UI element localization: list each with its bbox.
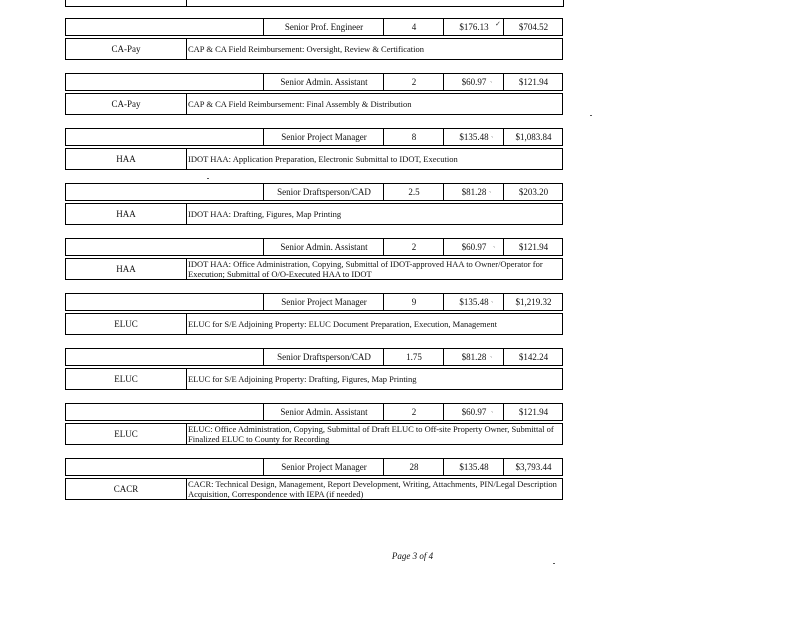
rate-cell: $81.28 xyxy=(443,349,504,365)
task-description-cell xyxy=(188,314,558,334)
labor-row xyxy=(65,238,563,256)
check-mark-icon: ˎ xyxy=(491,405,494,413)
check-mark-icon: ˎ xyxy=(490,350,493,358)
task-description-text: CAP & CA Field Reimbursement: Final Assembly & Distribution xyxy=(188,99,412,109)
page-number: Page 3 of 4 xyxy=(391,551,434,561)
labor-row xyxy=(65,128,563,146)
rate-cell: $60.97 xyxy=(443,239,504,255)
rate-cell: $135.48 xyxy=(443,294,504,310)
cost-line-item xyxy=(65,73,563,115)
check-mark-icon: ˎ xyxy=(489,185,492,193)
task-description-cell xyxy=(188,204,558,224)
task-code-cell: CACR xyxy=(66,479,187,499)
hours-cell: 4 xyxy=(383,19,444,35)
check-mark-icon: ✓ xyxy=(495,20,501,28)
task-description-text: IDOT HAA: Office Administration, Copying, Submittal of IDOT-approved HAA to Owner/Operator for Execution; Submittal of O/O-Executed HAA to IDOT xyxy=(188,259,543,279)
task-description-text: ELUC for S/E Adjoining Property: ELUC Document Preparation, Execution, Management xyxy=(188,319,498,329)
total-cell: $1,083.84 xyxy=(503,129,563,145)
rate-cell: $60.97 xyxy=(443,74,504,90)
labor-row xyxy=(65,73,563,91)
task-description-cell xyxy=(188,424,558,444)
role-cell: Senior Admin. Assistant xyxy=(263,239,384,255)
task-description-cell xyxy=(188,259,558,279)
cost-line-item xyxy=(65,18,563,60)
total-cell: $3,793.44 xyxy=(503,459,563,475)
task-description-text: ELUC: Office Administration, Copying, Submittal of Draft ELUC to Off-site Property Owner, Submittal of Finalized ELUC to County for Recording xyxy=(188,424,554,444)
scan-speck xyxy=(553,563,555,564)
task-row xyxy=(65,478,563,500)
task-row xyxy=(65,148,563,170)
role-cell: Senior Admin. Assistant xyxy=(263,74,384,90)
task-description-cell xyxy=(188,39,558,59)
hours-cell: 28 xyxy=(383,459,444,475)
task-description-cell xyxy=(188,479,558,499)
hours-cell: 1.75 xyxy=(383,349,444,365)
task-row xyxy=(65,368,563,390)
rate-cell: $81.28 xyxy=(443,184,504,200)
task-code-cell: HAA xyxy=(66,259,187,279)
total-cell: $121.94 xyxy=(503,239,563,255)
rate-cell: $135.48 xyxy=(443,129,504,145)
task-row xyxy=(65,313,563,335)
hours-cell: 2.5 xyxy=(383,184,444,200)
check-mark-icon: ˎ xyxy=(493,240,496,248)
task-description-cell xyxy=(188,94,558,114)
total-cell: $1,219.32 xyxy=(503,294,563,310)
task-code-cell: HAA xyxy=(66,149,187,169)
task-row xyxy=(65,258,563,280)
task-description-text: CAP & CA Field Reimbursement: Oversight, Review & Certification xyxy=(188,44,425,54)
role-cell: Senior Admin. Assistant xyxy=(263,404,384,420)
task-description-text: CACR: Technical Design, Management, Report Development, Writing, Attachments, PIN/Legal Description Acquisition, Correspondence with IEPA (if needed) xyxy=(188,479,557,499)
task-code-cell: ELUC xyxy=(66,424,187,444)
total-cell: $142.24 xyxy=(503,349,563,365)
cost-line-item xyxy=(65,348,563,390)
scan-speck xyxy=(590,115,592,116)
check-mark-icon: ˎ xyxy=(491,130,494,138)
task-code-cell: CA-Pay xyxy=(66,94,187,114)
total-cell: $121.94 xyxy=(503,404,563,420)
labor-row xyxy=(65,458,563,476)
table-partial-top xyxy=(65,0,564,7)
labor-row xyxy=(65,18,563,36)
total-cell: $121.94 xyxy=(503,74,563,90)
role-cell: Senior Project Manager xyxy=(263,459,384,475)
labor-row xyxy=(65,348,563,366)
role-cell: Senior Prof. Engineer xyxy=(263,19,384,35)
cost-line-item xyxy=(65,403,563,445)
task-code-cell: ELUC xyxy=(66,369,187,389)
role-cell: Senior Draftsperson/CAD xyxy=(263,349,384,365)
rate-cell: $135.48 xyxy=(443,459,504,475)
hours-cell: 9 xyxy=(383,294,444,310)
task-row xyxy=(65,93,563,115)
task-row xyxy=(65,203,563,225)
cost-line-item xyxy=(65,128,563,170)
hours-cell: 2 xyxy=(383,74,444,90)
total-cell: $203.20 xyxy=(503,184,563,200)
role-cell: Senior Project Manager xyxy=(263,129,384,145)
check-mark-icon: ˎ xyxy=(490,75,493,83)
task-row xyxy=(65,38,563,60)
task-description-text: ELUC for S/E Adjoining Property: Drafting, Figures, Map Printing xyxy=(188,374,417,384)
check-mark-icon: ˎ xyxy=(491,295,494,303)
rate-cell: $60.97 xyxy=(443,404,504,420)
role-cell: Senior Project Manager xyxy=(263,294,384,310)
task-description-text: IDOT HAA: Drafting, Figures, Map Printing xyxy=(188,209,342,219)
cost-line-item xyxy=(65,238,563,280)
task-description-cell xyxy=(188,369,558,389)
hours-cell: 8 xyxy=(383,129,444,145)
labor-row xyxy=(65,293,563,311)
scan-speck xyxy=(207,178,209,179)
hours-cell: 2 xyxy=(383,404,444,420)
cost-line-item xyxy=(65,293,563,335)
total-cell: $704.52 xyxy=(503,19,563,35)
task-code-cell: ELUC xyxy=(66,314,187,334)
task-code-cell: CA-Pay xyxy=(66,39,187,59)
task-description-text: IDOT HAA: Application Preparation, Electronic Submittal to IDOT, Execution xyxy=(188,154,458,164)
cost-line-item xyxy=(65,458,563,500)
labor-row xyxy=(65,403,563,421)
task-row xyxy=(65,423,563,445)
task-code-cell: HAA xyxy=(66,204,187,224)
task-description-cell xyxy=(188,149,558,169)
rate-cell: $176.13 xyxy=(443,19,504,35)
hours-cell: 2 xyxy=(383,239,444,255)
role-cell: Senior Draftsperson/CAD xyxy=(263,184,384,200)
